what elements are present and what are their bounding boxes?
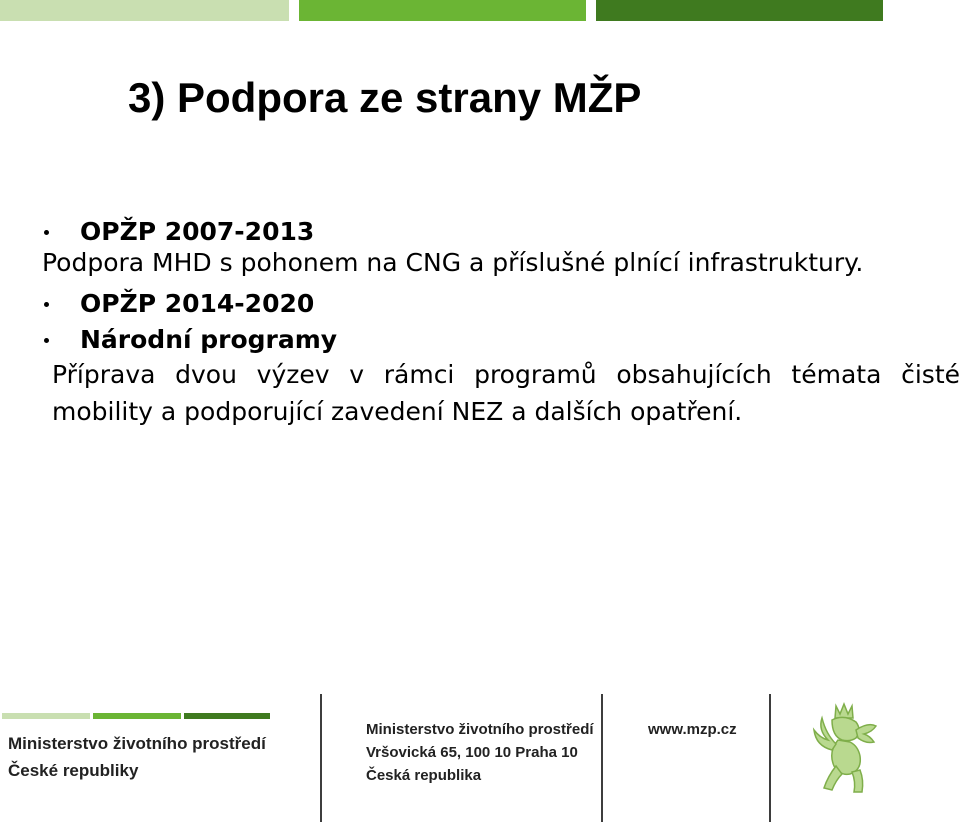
top-bar-dark [596,0,883,21]
paragraph-cng: Podpora MHD s pohonem na CNG a příslušné plnící infrastruktury. [42,248,864,277]
ministry-line-2: České republiky [8,761,139,780]
bullet-national-programs: Národní programy [42,322,960,358]
bullet-opzp-2007: OPŽP 2007-2013 [42,214,960,250]
footer-divider-1 [320,694,322,822]
footer-address [366,718,594,787]
footer-bars [2,713,270,719]
page-title: 3) Podpora ze strany MŽP [128,74,642,121]
footer [0,690,960,822]
address-line-3: Česká republika [366,767,482,784]
top-bar-light [0,0,289,21]
slide-content [42,214,960,430]
top-bar-medium [299,0,586,21]
bullet-opzp-2014: OPŽP 2014-2020 [42,286,960,322]
footer-divider-2 [601,694,603,822]
footer-bar-dark [184,713,270,719]
footer-bar-medium [93,713,181,719]
address-line-1: Ministerstvo životního prostředí [366,721,594,738]
paragraph-calls: Příprava dvou výzev v rámci programů obsahujících témata čisté mobility a podporující zavedení NEZ a dalších opatření. [52,360,960,426]
address-line-2: Vršovická 65, 100 10 Praha 10 [366,744,578,761]
ministry-line-1: Ministerstvo životního prostředí [8,734,266,753]
czech-lion-icon [806,700,886,796]
footer-divider-3 [769,694,771,822]
footer-bar-light [2,713,90,719]
ministry-logo-text [8,730,266,784]
website-link[interactable]: www.mzp.cz [648,721,737,738]
